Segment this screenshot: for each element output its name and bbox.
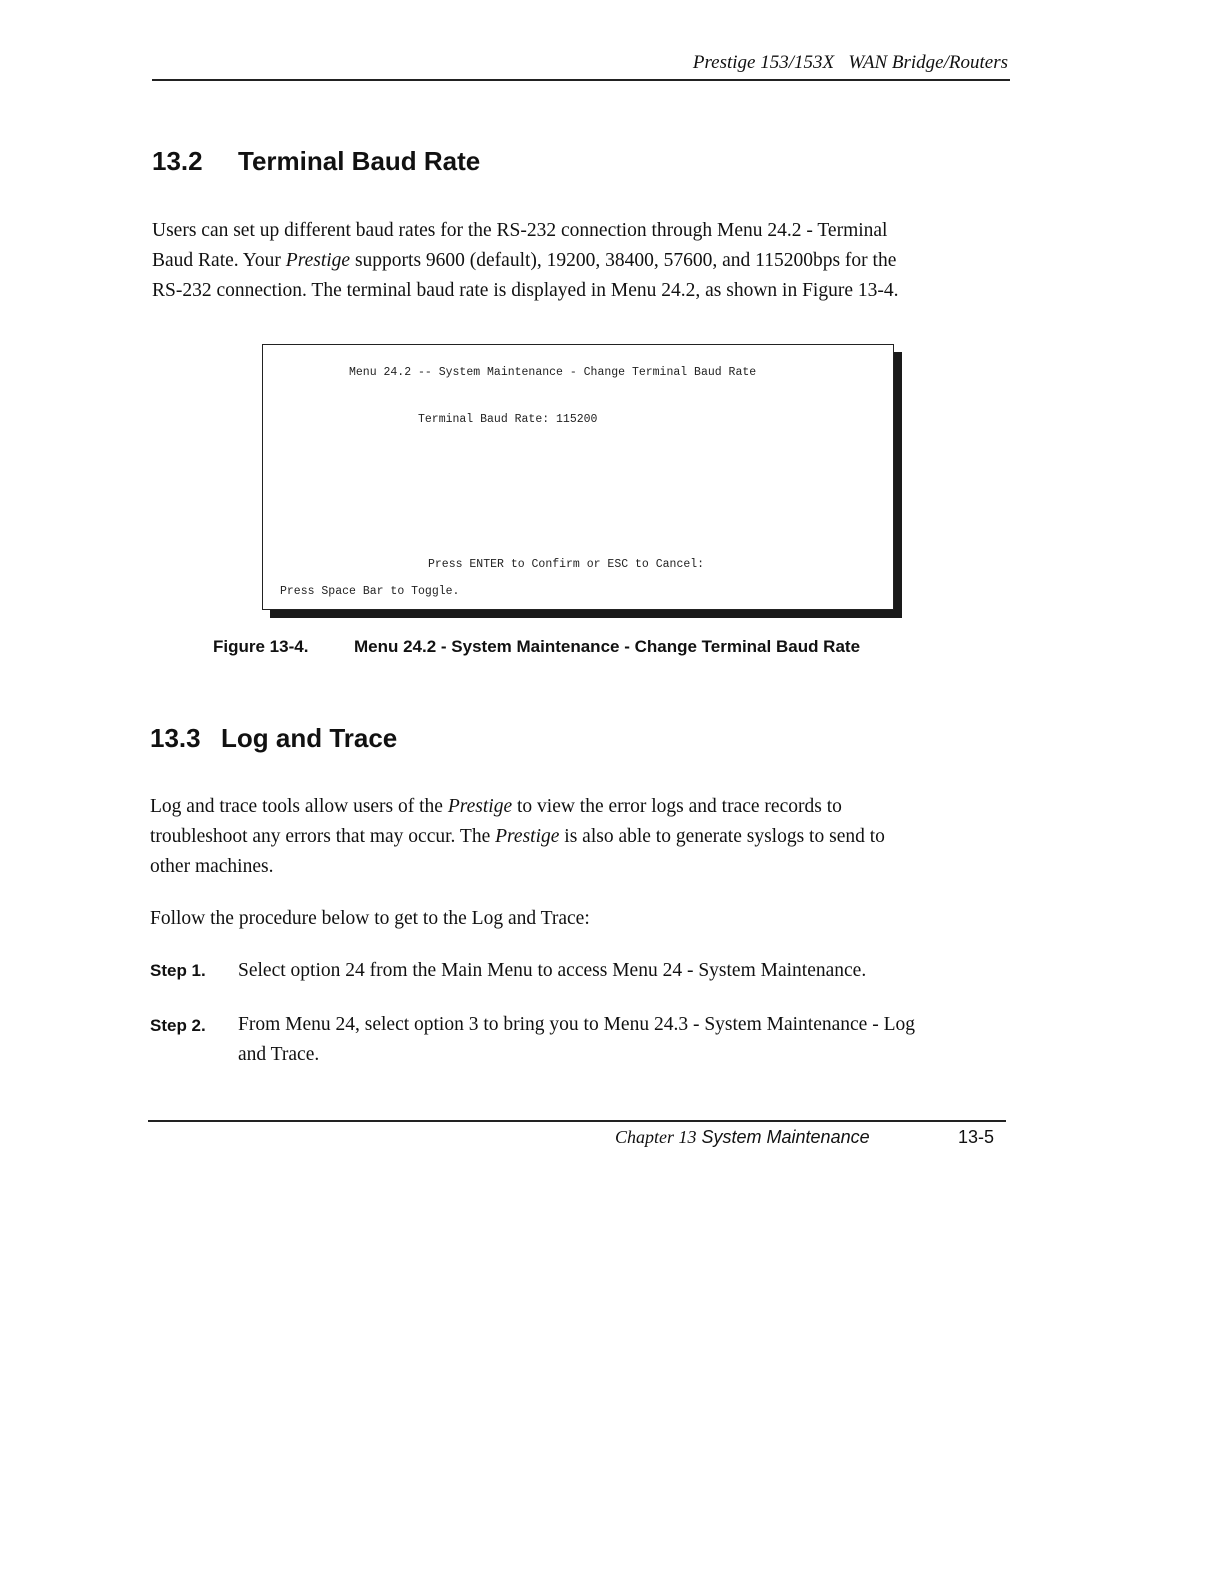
figure-title: Menu 24.2 - System Maintenance - Change Terminal Baud Rate	[354, 637, 861, 656]
section-number: 13.2	[152, 146, 203, 176]
section-heading-13-3	[150, 723, 397, 754]
header-subtitle: WAN Bridge/Routers	[848, 52, 1008, 73]
toggle-hint: Press Space Bar to Toggle.	[280, 585, 460, 598]
footer-chapter	[615, 1127, 870, 1148]
footer-rule	[148, 1120, 1006, 1122]
menu-title: Menu 24.2 -- System Maintenance - Change Terminal Baud Rate	[349, 366, 757, 379]
paragraph-line: Log and trace tools allow users of the Prestige to view the error logs and trace records to	[150, 796, 842, 817]
confirm-prompt: Press ENTER to Confirm or ESC to Cancel:	[428, 558, 705, 571]
screen-shadow-right	[893, 352, 902, 618]
step-label: Step 1.	[150, 961, 206, 980]
section-title: Terminal Baud Rate	[238, 146, 481, 176]
paragraph-log-trace	[150, 792, 1010, 882]
header-product: Prestige 153/153X	[692, 52, 835, 73]
step-text	[238, 1010, 1028, 1070]
paragraph-line: RS-232 connection. The terminal baud rate is displayed in Menu 24.2, as shown in Figure 13-4.	[152, 280, 899, 301]
figure-caption	[213, 637, 860, 657]
section-title: Log and Trace	[221, 723, 398, 753]
step-label: Step 2.	[150, 1016, 206, 1035]
paragraph-procedure-intro: Follow the procedure below to get to the Log and Trace:	[150, 908, 590, 929]
section-number: 13.3	[150, 723, 201, 753]
paragraph-line: Users can set up different baud rates for the RS-232 connection through Menu 24.2 - Terminal	[152, 220, 888, 241]
screen-shadow-bottom	[270, 609, 902, 618]
product-name-italic: Prestige	[285, 250, 351, 271]
footer-chapter-number: Chapter 13	[615, 1127, 697, 1147]
paragraph-line: other machines.	[150, 856, 274, 877]
paragraph-line: Baud Rate. Your Prestige supports 9600 (default), 19200, 38400, 57600, and 115200bps for the	[152, 250, 897, 271]
step-line: Select option 24 from the Main Menu to access Menu 24 - System Maintenance.	[238, 960, 867, 981]
figure-label: Figure 13-4.	[213, 637, 309, 656]
step-line: and Trace.	[238, 1044, 320, 1065]
running-header	[600, 52, 1008, 74]
product-name-italic: Prestige	[447, 796, 513, 817]
terminal-screen	[262, 344, 894, 610]
product-name-italic: Prestige	[495, 826, 560, 847]
footer-chapter-title: System Maintenance	[696, 1127, 870, 1147]
page-number: 13-5	[958, 1127, 995, 1147]
section-heading-13-2	[152, 146, 480, 177]
paragraph-line: troubleshoot any errors that may occur. The Prestige is also able to generate syslogs to send to	[150, 826, 885, 847]
header-rule	[152, 79, 1010, 81]
step-text	[238, 956, 1028, 986]
baud-rate-field[interactable]: Terminal Baud Rate: 115200	[418, 413, 598, 426]
step-line: From Menu 24, select option 3 to bring you to Menu 24.3 - System Maintenance - Log	[238, 1014, 915, 1035]
paragraph-baud-rate	[152, 216, 1012, 306]
